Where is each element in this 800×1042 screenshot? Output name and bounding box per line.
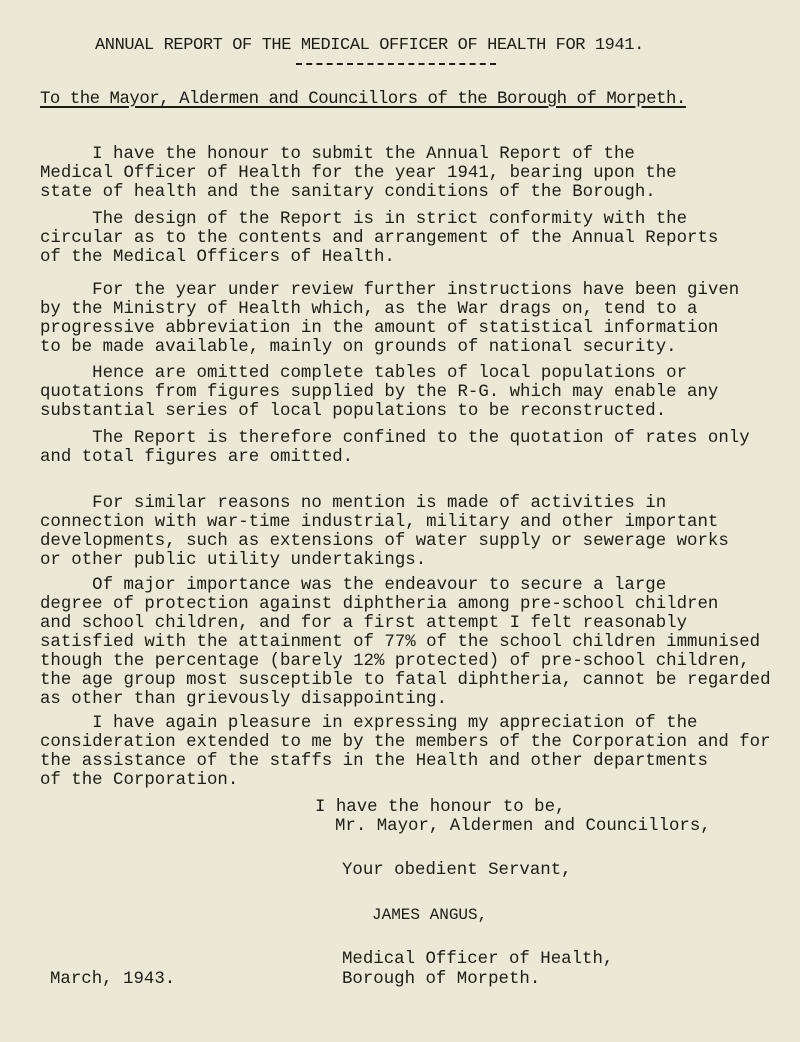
closing-line-1: I have the honour to be, <box>315 798 566 817</box>
paragraph-line: connection with war-time industrial, military and other important <box>40 513 719 532</box>
body-paragraph <box>40 429 790 467</box>
salutation: To the Mayor, Aldermen and Councillors of the Borough of Morpeth. <box>40 90 686 109</box>
paragraph-line: satisfied with the attainment of 77% of the school children immunised <box>40 633 761 652</box>
paragraph-line: degree of protection against diphtheria among pre-school children <box>40 595 719 614</box>
paragraph-line: to be made available, mainly on grounds of national security. <box>40 338 677 357</box>
paragraph-line: Medical Officer of Health for the year 1941, bearing upon the <box>40 164 677 183</box>
paragraph-line: developments, such as extensions of water supply or sewerage works <box>40 532 729 551</box>
body-paragraph <box>40 145 790 202</box>
paragraph-line: quotations from figures supplied by the R-G. which may enable any <box>40 383 719 402</box>
paragraph-line: For similar reasons no mention is made of activities in <box>40 494 667 513</box>
paragraph-line: of the Corporation. <box>40 771 239 790</box>
paragraph-line: substantial series of local populations to be reconstructed. <box>40 402 667 421</box>
paragraph-line: progressive abbreviation in the amount of statistical information <box>40 319 719 338</box>
paragraph-line: For the year under review further instructions have been given <box>40 281 740 300</box>
body-paragraph <box>40 714 790 790</box>
paragraph-line: circular as to the contents and arrangement of the Annual Reports <box>40 229 719 248</box>
paragraph-line: the age group most susceptible to fatal diphtheria, cannot be regarded <box>40 671 771 690</box>
paragraph-line: though the percentage (barely 12% protected) of pre-school children, <box>40 652 750 671</box>
paragraph-line: Hence are omitted complete tables of local populations or <box>40 364 688 383</box>
title-divider <box>296 63 496 65</box>
paragraph-line: and school children, and for a first attempt I felt reasonably <box>40 614 688 633</box>
closing-line-3: Your obedient Servant, <box>342 861 572 880</box>
closing-line-2: Mr. Mayor, Aldermen and Councillors, <box>335 817 711 836</box>
paragraph-line: and total figures are omitted. <box>40 448 354 467</box>
paragraph-line: I have the honour to submit the Annual Report of the <box>40 145 635 164</box>
paragraph-line: of the Medical Officers of Health. <box>40 248 395 267</box>
paragraph-line: by the Ministry of Health which, as the War drags on, tend to a <box>40 300 698 319</box>
paragraph-line: state of health and the sanitary conditions of the Borough. <box>40 183 656 202</box>
paragraph-line: as other than grievously disappointing. <box>40 690 448 709</box>
body-paragraph <box>40 210 790 267</box>
paragraph-line: consideration extended to me by the members of the Corporation and for <box>40 733 771 752</box>
signatory-name: JAMES ANGUS, <box>372 906 488 924</box>
paragraph-line: The design of the Report is in strict conformity with the <box>40 210 688 229</box>
paragraph-line: the assistance of the staffs in the Health and other departments <box>40 752 708 771</box>
report-date: March, 1943. <box>50 970 176 989</box>
document-title: ANNUAL REPORT OF THE MEDICAL OFFICER OF HEALTH FOR 1941. <box>95 36 644 55</box>
paragraph-line: Of major importance was the endeavour to secure a large <box>40 576 667 595</box>
paragraph-line: or other public utility undertakings. <box>40 551 427 570</box>
body-paragraph <box>40 364 790 421</box>
paragraph-line: I have again pleasure in expressing my appreciation of the <box>40 714 698 733</box>
signatory-place: Borough of Morpeth. <box>342 970 541 989</box>
signatory-role: Medical Officer of Health, <box>342 950 614 969</box>
body-paragraph <box>40 494 790 570</box>
paragraph-line: The Report is therefore confined to the quotation of rates only <box>40 429 750 448</box>
body-paragraph <box>40 576 790 709</box>
body-paragraph <box>40 281 790 357</box>
